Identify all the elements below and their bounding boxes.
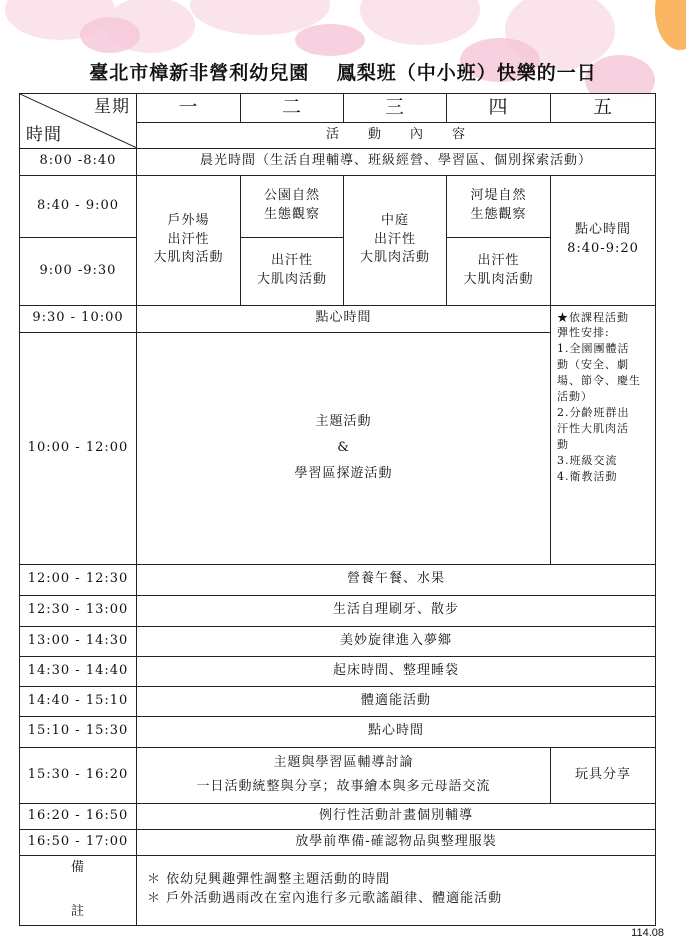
table-row <box>20 686 656 716</box>
table-row <box>20 595 656 626</box>
time-cell: 9:00 -9:30 <box>20 237 137 305</box>
note-line: 汗性大肌肉活 <box>557 422 629 436</box>
note-line: 彈性安排: <box>557 326 610 340</box>
activity-line: 出汗性 <box>477 253 520 269</box>
remark-item: ＊ 依幼兒興趣彈性調整主題活動的時間 <box>147 872 391 888</box>
time-cell: 13:00 - 14:30 <box>20 626 137 656</box>
activity-line: 學習區探遊活動 <box>294 466 393 482</box>
activity-cell-wed <box>344 175 447 305</box>
time-cell: 8:40 - 9:00 <box>20 175 137 237</box>
day-header-fri: 五 <box>551 94 656 123</box>
note-line: 動 <box>557 438 569 452</box>
remarks-label-top: 備 <box>70 860 85 876</box>
time-cell: 15:30 - 16:20 <box>20 747 137 803</box>
page-title: 臺北市樟新非營利幼兒園 鳳梨班（中小班）快樂的一日 <box>89 62 597 84</box>
table-row <box>20 148 656 175</box>
activity-line: 大肌肉活動 <box>153 250 224 266</box>
table-row <box>20 656 656 686</box>
time-cell: 9:30 - 10:00 <box>20 305 137 332</box>
note-line: 3.班級交流 <box>557 453 618 467</box>
activity-cell <box>137 332 551 564</box>
activity-line: 一日活動統整與分享；故事繪本與多元母語交流 <box>196 779 491 795</box>
schedule-table <box>19 93 656 926</box>
activity-cell: 例行性活動計畫個別輔導 <box>137 803 656 829</box>
time-cell: 16:20 - 16:50 <box>20 803 137 829</box>
activity-line: 出汗性 <box>167 231 210 247</box>
time-cell: 12:30 - 13:00 <box>20 595 137 626</box>
activity-cell: 營養午餐、水果 <box>137 564 656 595</box>
table-row <box>20 855 656 925</box>
activity-line: 公園自然 <box>263 188 320 204</box>
time-cell: 14:40 - 15:10 <box>20 686 137 716</box>
activity-line: 河堤自然 <box>470 188 527 204</box>
table-row <box>20 829 656 855</box>
activity-line: 主題與學習區輔導討論 <box>273 755 414 771</box>
activity-cell: 體適能活動 <box>137 686 656 716</box>
table-row <box>20 626 656 656</box>
table-row <box>20 747 656 803</box>
activity-cell: 生活自理刷牙、散步 <box>137 595 656 626</box>
activity-line: 生態觀察 <box>470 207 527 223</box>
activity-cell-tue <box>241 175 344 237</box>
time-cell: 14:30 - 14:40 <box>20 656 137 686</box>
header-corner-cell <box>20 94 137 149</box>
activity-line: 大肌肉活動 <box>463 272 534 288</box>
note-line: 2.分齡班群出 <box>557 406 630 420</box>
table-row <box>20 803 656 829</box>
time-cell: 8:00 -8:40 <box>20 148 137 175</box>
note-line: 活動） <box>557 390 593 404</box>
activity-cell: 起床時間、整理睡袋 <box>137 656 656 686</box>
remark-item: ＊ 戶外活動遇雨改在室內進行多元歌謠韻律、體適能活動 <box>147 891 503 907</box>
time-cell: 12:00 - 12:30 <box>20 564 137 595</box>
table-row <box>20 564 656 595</box>
activity-line: 戶外場 <box>167 212 210 228</box>
table-row <box>20 94 656 123</box>
activity-cell: 美妙旋律進入夢鄉 <box>137 626 656 656</box>
activity-cell-fri: 玩具分享 <box>551 747 656 803</box>
time-cell: 16:50 - 17:00 <box>20 829 137 855</box>
remarks-label <box>20 855 137 925</box>
activity-line: & <box>337 440 350 456</box>
activity-line: 8:40-9:20 <box>567 241 639 257</box>
activity-cell-fri <box>551 175 656 305</box>
note-line: 場、節令、慶生 <box>557 374 641 388</box>
activity-line: 中庭 <box>380 212 409 228</box>
day-header-label: 星期 <box>94 97 130 117</box>
activity-cell-tue <box>241 237 344 305</box>
note-line: 1.全園團體活 <box>557 342 630 356</box>
flexible-arrangement-note <box>551 305 656 564</box>
activity-cell <box>137 747 551 803</box>
activity-content-header: 活 動 內 容 <box>137 122 656 148</box>
activity-cell: 放學前準備-確認物品與整理服裝 <box>137 829 656 855</box>
activity-line: 出汗性 <box>373 231 416 247</box>
day-header-tue: 二 <box>241 94 344 123</box>
day-header-wed: 三 <box>344 94 447 123</box>
time-cell: 15:10 - 15:30 <box>20 716 137 747</box>
table-row <box>20 716 656 747</box>
activity-line: 點心時間 <box>574 222 631 238</box>
note-line: 4.衛教活動 <box>557 469 618 483</box>
activity-line: 大肌肉活動 <box>359 250 430 266</box>
table-row <box>20 175 656 237</box>
activity-line: 大肌肉活動 <box>256 272 327 288</box>
activity-cell-thu <box>447 237 551 305</box>
note-line: ★依課程活動 <box>557 310 629 324</box>
time-header-label: 時間 <box>26 124 62 145</box>
day-header-mon: 一 <box>137 94 241 123</box>
remarks-label-bottom: 註 <box>70 904 85 920</box>
time-cell: 10:00 - 12:00 <box>20 332 137 564</box>
version-footer: 114.08 <box>631 927 664 939</box>
activity-cell-mon <box>137 175 241 305</box>
day-header-thu: 四 <box>447 94 551 123</box>
remarks-content <box>137 855 656 925</box>
activity-line: 主題活動 <box>315 414 372 430</box>
activity-line: 出汗性 <box>270 253 313 269</box>
activity-line: 生態觀察 <box>263 207 320 223</box>
activity-cell-thu <box>447 175 551 237</box>
table-row <box>20 305 656 332</box>
activity-cell: 晨光時間（生活自理輔導、班級經營、學習區、個別探索活動） <box>137 148 656 175</box>
activity-cell: 點心時間 <box>137 716 656 747</box>
note-line: 動（安全、劇 <box>557 358 629 372</box>
activity-cell: 點心時間 <box>137 305 551 332</box>
